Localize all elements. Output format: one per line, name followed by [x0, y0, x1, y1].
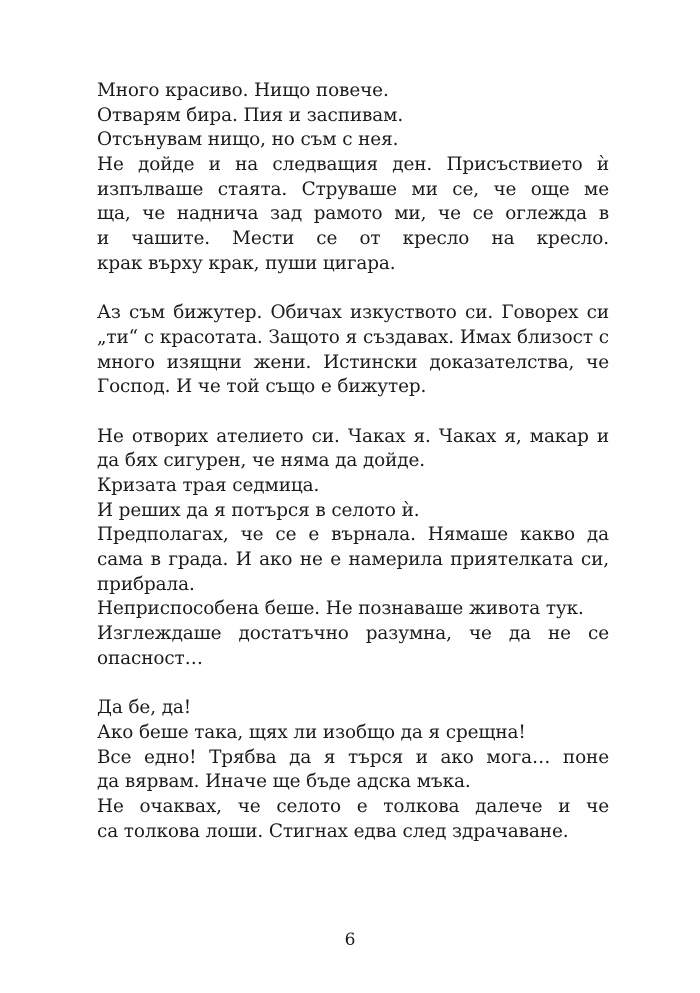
page-number: 6 — [344, 930, 356, 950]
text-line: „ти“ с красотата. Защото я създавах. Имах близост с — [97, 326, 609, 348]
text-line: прибрала. — [97, 573, 195, 595]
text-line: Неприспособена беше. Не познаваше живота тук. — [97, 598, 584, 620]
body-text — [97, 79, 609, 844]
text-line: Не очаквах, че селото е толкова далече и че — [97, 795, 609, 817]
text-line: Кризата трая седмица. — [97, 475, 320, 496]
text-line: И реших да я потърся в селото ѝ. — [97, 499, 420, 521]
text-line: Не дойде и на следващия ден. Присъствието ѝ — [97, 154, 609, 176]
paragraph — [97, 79, 609, 277]
text-line: и чашите. Мести се от кресло на кресло. — [97, 228, 609, 250]
paragraph — [97, 301, 609, 400]
text-line: Отсънувам нищо, но съм с нея. — [97, 129, 399, 151]
text-line: изпълваше стаята. Струваше ми се, че още ме — [97, 178, 609, 200]
text-line: опасност… — [97, 647, 203, 669]
paragraph-gap — [97, 277, 609, 302]
text-line: крак върху крак, пуши цигара. — [97, 252, 396, 274]
text-line: да вярвам. Иначе ще бъде адска мъка. — [97, 771, 471, 793]
text-line: Все едно! Трябва да я търся и ако мога… поне — [97, 746, 609, 768]
text-line: Отварям бира. Пия и заспивам. — [97, 104, 404, 126]
paragraph-gap — [97, 400, 609, 425]
text-line: Предполагах, че се е върнала. Нямаше какво да — [97, 524, 609, 546]
text-line: Ако беше така, щях ли изобщо да я срещна! — [97, 721, 526, 743]
text-line: ща, че наднича зад рамото ми, че се оглежда в — [97, 203, 609, 225]
text-line: са толкова лоши. Стигнах едва след здрачаване. — [97, 820, 569, 842]
text-line: Да бе, да! — [97, 697, 192, 719]
paragraph — [97, 425, 609, 672]
text-line: Аз съм бижутер. Обичах изкуството си. Говорех си — [97, 302, 609, 324]
paragraph-gap — [97, 672, 609, 697]
text-line: много изящни жени. Истински доказателства, че — [97, 351, 609, 373]
text-line: да бях сигурен, че няма да дойде. — [97, 450, 426, 472]
text-line: Изглеждаше достатъчно разумна, че да не се — [97, 623, 609, 645]
text-line: Много красиво. Нищо повече. — [97, 80, 389, 101]
text-line: сама в града. И ако не е намерила приятелката си, — [97, 549, 609, 571]
paragraph — [97, 696, 609, 844]
text-line: Не отворих ателието си. Чаках я. Чаках я, макар и — [97, 425, 609, 447]
text-line: Господ. И че той също е бижутер. — [97, 376, 427, 398]
